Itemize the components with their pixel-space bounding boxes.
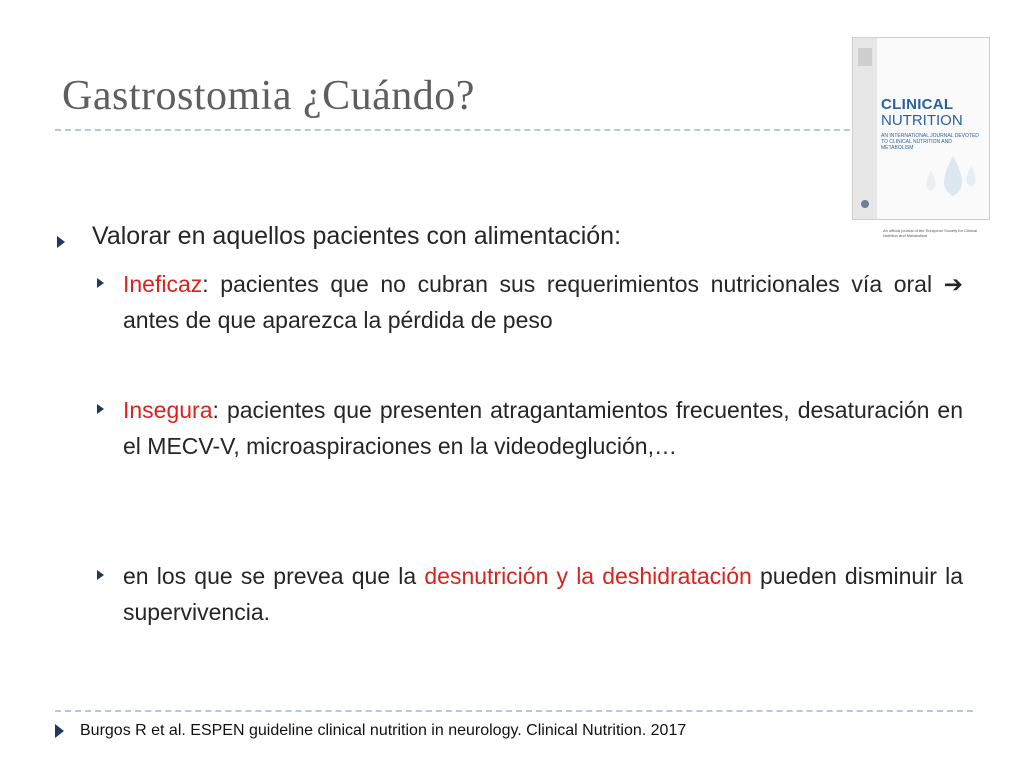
cover-title-line2: NUTRITION: [881, 112, 963, 129]
bullet-item-insegura: Insegura: pacientes que presenten atragantamientos frecuentes, desaturación en el MECV-V, microaspiraciones en la videodeglución,…: [123, 397, 964, 459]
bullet-item-label: Ineficaz: [123, 271, 203, 297]
triangle-bullet-icon: [55, 724, 64, 738]
footer-divider: [55, 710, 973, 712]
triangle-bullet-icon: [97, 570, 104, 580]
bullet-item-text: antes de que aparezca la pérdida de peso: [123, 307, 553, 333]
journal-cover-image: [852, 37, 990, 238]
slide-title: Gastrostomia ¿Cuándo?: [62, 73, 475, 119]
bullet-item-text: en los que se prevea que la: [123, 563, 425, 589]
bullet-item-text: pueden disminuir la supervivencia.: [123, 563, 964, 625]
cover-footer: An official journal of the European Society for Clinical Nutrition and Metabolism: [883, 228, 977, 238]
bullet-item-highlight: desnutrición y la deshidratación: [424, 563, 752, 589]
bullet-item-supervivencia: [123, 558, 963, 630]
cover-title-line1: CLINICAL: [881, 96, 954, 113]
bullet-item-ineficaz: Ineficaz: pacientes que no cubran sus requerimientos nutricionales vía oral ➔ antes de que aparezca la pérdida de peso: [123, 271, 963, 333]
triangle-bullet-icon: [97, 404, 104, 414]
bullet-item-label: Insegura: [123, 397, 213, 423]
cover-droplet-decoration: [853, 38, 989, 219]
bullet-level1: Valorar en aquellos pacientes con alimentación:: [92, 222, 622, 250]
bullet-item-text: pacientes que presenten atragantamientos frecuentes, desaturación en el MECV-V, microaspiraciones en la videodeglución,…: [123, 397, 964, 459]
cover-subtitle: AN INTERNATIONAL JOURNAL DEVOTED TO CLINICAL NUTRITION AND METABOLISM: [881, 133, 979, 151]
bullet-item-text: pacientes que no cubran sus requerimientos nutricionales vía oral: [220, 271, 944, 297]
arrow-right-icon: ➔: [943, 271, 963, 297]
reference-citation: Burgos R et al. ESPEN guideline clinical nutrition in neurology. Clinical Nutrition. 2017: [80, 722, 687, 739]
triangle-bullet-icon: [57, 236, 65, 248]
title-divider: [55, 129, 850, 131]
triangle-bullet-icon: [97, 278, 104, 288]
